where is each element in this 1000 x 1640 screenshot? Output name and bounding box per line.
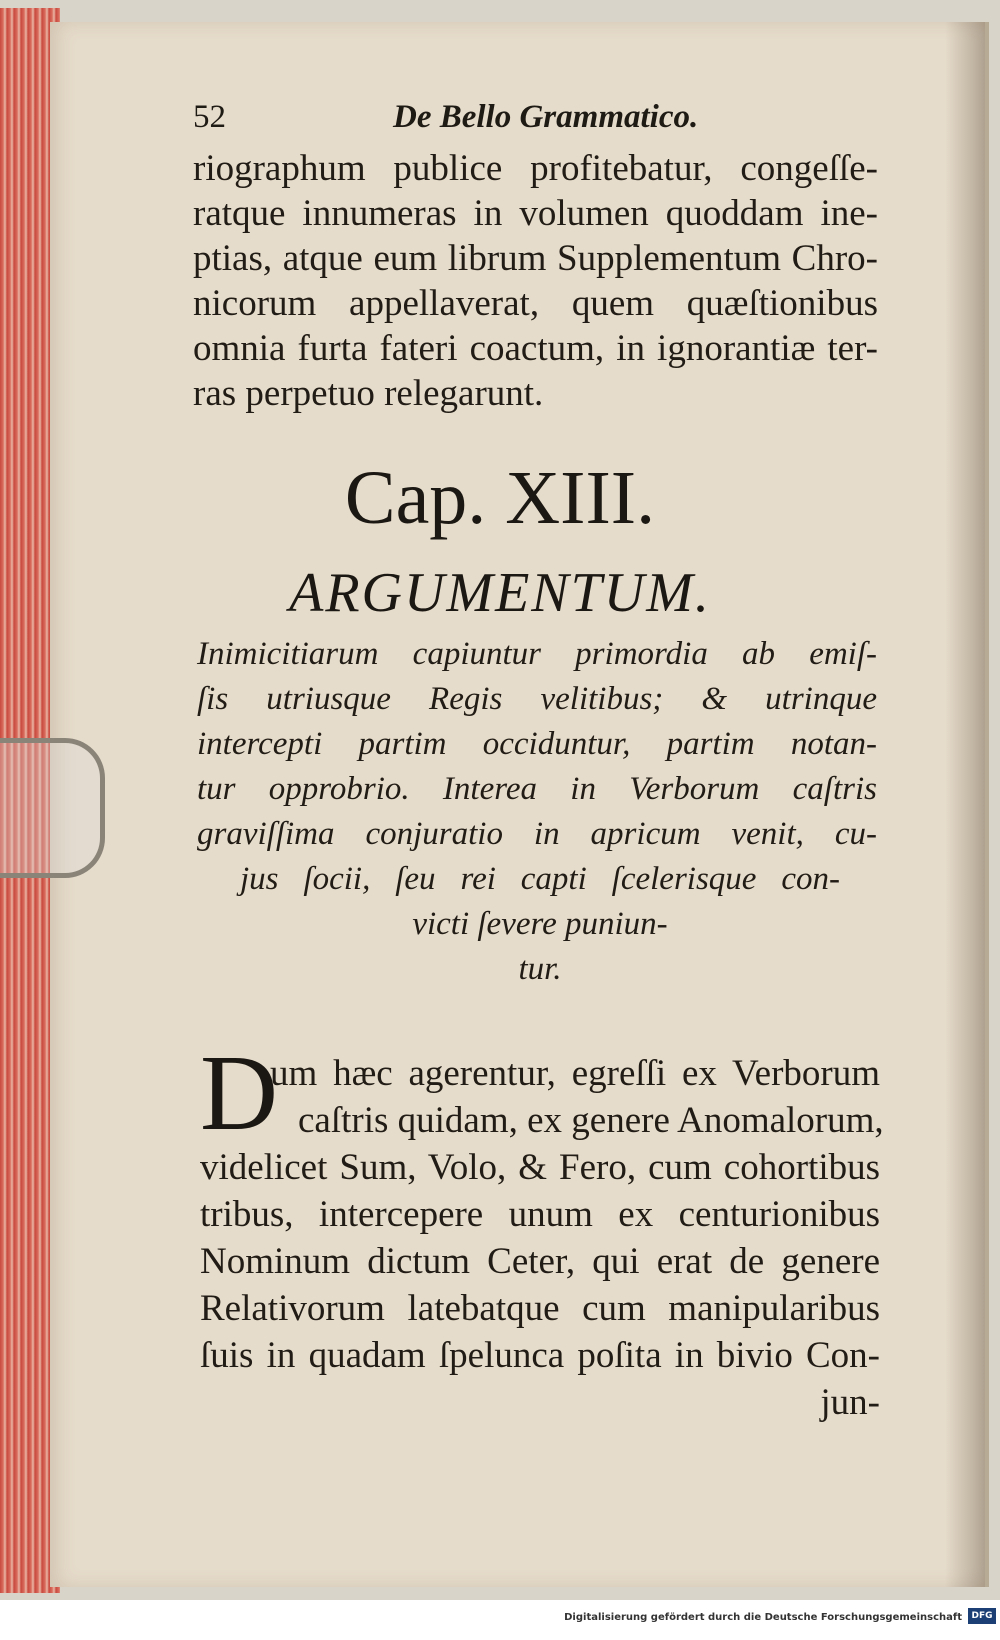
text-line: nicorum appellaverat, quem quæſtionibus [193, 283, 878, 324]
page-header [193, 95, 713, 145]
text-line: ſuis in quadam ſpelunca poſita in bivio Con- [200, 1335, 880, 1376]
text-line: ratque innumeras in volumen quoddam ine- [193, 193, 878, 234]
argument-line: ſis utriusque Regis velitibus; & utrinque [197, 681, 877, 717]
dfg-logo: DFG [968, 1608, 996, 1624]
argument-line: victi ſevere puniun- [412, 906, 668, 942]
text-line: Relativorum latebatque cum manipularibus [200, 1288, 880, 1329]
text-line: caſtris quidam, ex genere Anomalorum, [298, 1100, 884, 1141]
argument-line: tur. [518, 951, 562, 987]
funding-credit: Digitalisierung gefördert durch die Deutsche Forschungsgemeinschaft [564, 1612, 962, 1623]
text-line: videlicet Sum, Volo, & Fero, cum cohortibus [200, 1147, 880, 1188]
text-line: riographum publice profitebatur, congeſſe- [193, 148, 878, 189]
running-title: De Bello Grammatico. [393, 99, 699, 135]
argument-line: Inimicitiarum capiuntur primordia ab emiſ- [197, 636, 877, 672]
argument-heading: ARGUMENTUM. [289, 562, 711, 624]
argument-line: intercepti partim occiduntur, partim notan- [197, 726, 877, 762]
text-line: ptias, atque eum librum Supplementum Chro- [193, 238, 878, 279]
text-line: omnia furta fateri coactum, in ignorantiæ ter- [193, 328, 878, 369]
footer-bar [0, 1600, 1000, 1640]
text-line: Nominum dictum Ceter, qui erat de genere [200, 1241, 880, 1282]
argument-line: tur opprobrio. Interea in Verborum caſtris [197, 771, 877, 807]
argument-line: jus ſocii, ſeu rei capti ſcelerisque con- [240, 861, 840, 897]
text-line: um hæc agerentur, egreſſi ex Verborum [270, 1053, 880, 1094]
catchword: jun- [820, 1382, 880, 1423]
page-clip [0, 738, 105, 878]
page-number: 52 [193, 99, 226, 135]
spine-shadow [945, 22, 985, 1587]
text-line: ras perpetuo relegarunt. [193, 373, 544, 414]
drop-cap: D [200, 1034, 278, 1153]
chapter-title: Cap. XIII. [344, 456, 656, 540]
text-line: tribus, intercepere unum ex centurionibus [200, 1194, 880, 1235]
argument-line: graviſſima conjuratio in apricum venit, cu- [197, 816, 877, 852]
